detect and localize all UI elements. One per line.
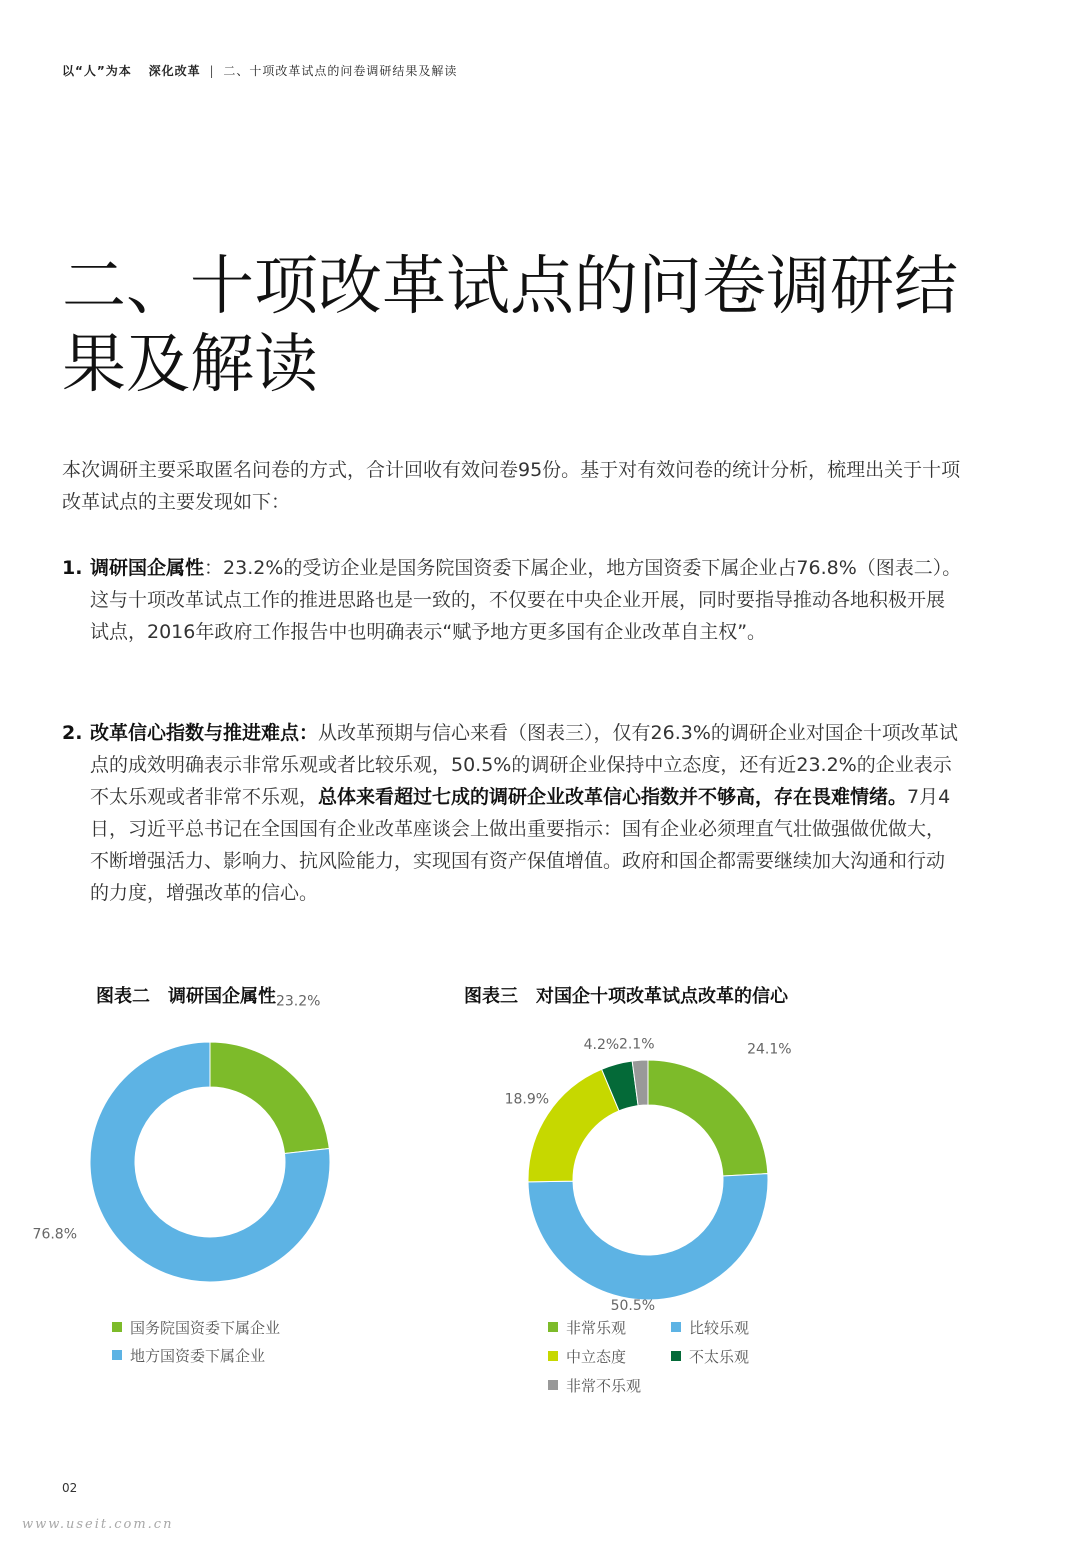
watermark: www.useit.com.cn: [22, 1517, 174, 1532]
chart-2-legend-label-3: 不太乐观: [689, 1348, 750, 1366]
header-separator: |: [209, 64, 215, 78]
finding-2-colon: ：: [299, 722, 319, 744]
header-part2: 深化改革: [148, 64, 201, 78]
chart-1-slice-0: [210, 1042, 329, 1154]
finding-2-text-a: 从改革预期与信心来看（图表三），仅有26.3%的调研企业对国企十项改革试点的成效明确表示非常乐观或者比较乐观，50.5%的调研企业保持中立态度，还有近23.2%的企业表示不太乐观或者非常不乐观，: [90, 722, 958, 808]
header-part1: 以“人”为本: [62, 64, 132, 78]
chart-2-legend-item-2: [548, 1346, 626, 1367]
page-number: 02: [62, 1481, 78, 1495]
chart-1-legend-swatch-0: [112, 1322, 122, 1332]
header-section: 二、十项改革试点的问卷调研结果及解读: [223, 64, 458, 78]
chart-1-data-label-1: 76.8%: [32, 1226, 78, 1243]
chart-2-slice-1: [528, 1174, 768, 1300]
chart-2-data-label-3: 4.2%: [583, 1036, 620, 1053]
chart-1-legend: [112, 1317, 412, 1377]
finding-1-colon: ：: [204, 557, 224, 579]
chart-2-legend: [548, 1317, 848, 1407]
chart-1-data-label-0: 23.2%: [275, 993, 321, 1010]
chart-2-title: 图表三 对国企十项改革试点改革的信心: [464, 986, 788, 1007]
finding-1-text: 23.2%的受访企业是国务院国资委下属企业，地方国资委下属企业占76.8%（图表二）。这与十项改革试点工作的推进思路也是一致的，不仅要在中央企业开展，同时要指导推动各地积极开展试点，2016年政府工作报告中也明确表示“赋予地方更多国有企业改革自主权”。: [90, 557, 962, 643]
chart-2-legend-label-1: 比较乐观: [689, 1319, 750, 1337]
chart-2-legend-swatch-1: [671, 1322, 681, 1332]
chart-1-legend-item-0: [112, 1317, 280, 1338]
chart-2-data-label-4: 2.1%: [618, 1036, 655, 1053]
chart-2-legend-label-0: 非常乐观: [566, 1319, 627, 1337]
chart-2-slice-0: [648, 1060, 768, 1176]
chart-2-data-label-1: 50.5%: [610, 1297, 656, 1314]
finding-2-number: 2.: [62, 722, 83, 744]
running-header: [62, 62, 457, 79]
chart-2-legend-swatch-4: [548, 1380, 558, 1390]
chart-2-legend-label-2: 中立态度: [566, 1348, 627, 1366]
chart-1-legend-label-1: 地方国资委下属企业: [130, 1347, 266, 1365]
chart-2-legend-swatch-0: [548, 1322, 558, 1332]
finding-2-heading: 改革信心指数与推进难点: [90, 722, 300, 744]
chart-1-legend-item-1: [112, 1345, 265, 1366]
chart-2-legend-item-3: [671, 1346, 749, 1367]
chart-2-legend-item-4: [548, 1375, 641, 1396]
intro-paragraph: 本次调研主要采取匿名问卷的方式，合计回收有效问卷95份。基于对有效问卷的统计分析，梳理出关于十项改革试点的主要发现如下：: [62, 459, 961, 513]
chart-1-legend-swatch-1: [112, 1350, 122, 1360]
finding-1-number: 1.: [62, 557, 83, 579]
finding-1-heading: 调研国企属性: [90, 557, 205, 579]
chart-2-slice-2: [528, 1069, 619, 1182]
chart-2-legend-swatch-3: [671, 1351, 681, 1361]
chart-2-legend-label-4: 非常不乐观: [566, 1377, 642, 1395]
chart-2-legend-item-1: [671, 1317, 749, 1338]
finding-1: [62, 552, 962, 648]
finding-2: [62, 717, 962, 909]
chart-1-title: 图表二 调研国企属性: [96, 986, 276, 1007]
chart-2-legend-item-0: [548, 1317, 626, 1338]
chart-2-data-label-0: 24.1%: [747, 1041, 792, 1058]
chart-2-donut: [490, 1030, 810, 1314]
section-title: 二、十项改革试点的问卷调研结果及解读: [62, 250, 958, 402]
chart-2-legend-swatch-2: [548, 1351, 558, 1361]
chart-2-data-label-2: 18.9%: [504, 1091, 550, 1108]
chart-1-legend-label-0: 国务院国资委下属企业: [130, 1319, 281, 1337]
finding-2-emphasis: 总体来看超过七成的调研企业改革信心指数并不够高，存在畏难情绪。: [318, 786, 908, 808]
finding-2-text-b: 7月4日，习近平总书记在全国国有企业改革座谈会上做出重要指示：国有企业必须理直气壮做强做优做大，不断增强活力、影响力、抗风险能力，实现国有资产保值增值。政府和国企都需要继续加大沟通和行动的力度，增强改革的信心。: [90, 786, 951, 904]
